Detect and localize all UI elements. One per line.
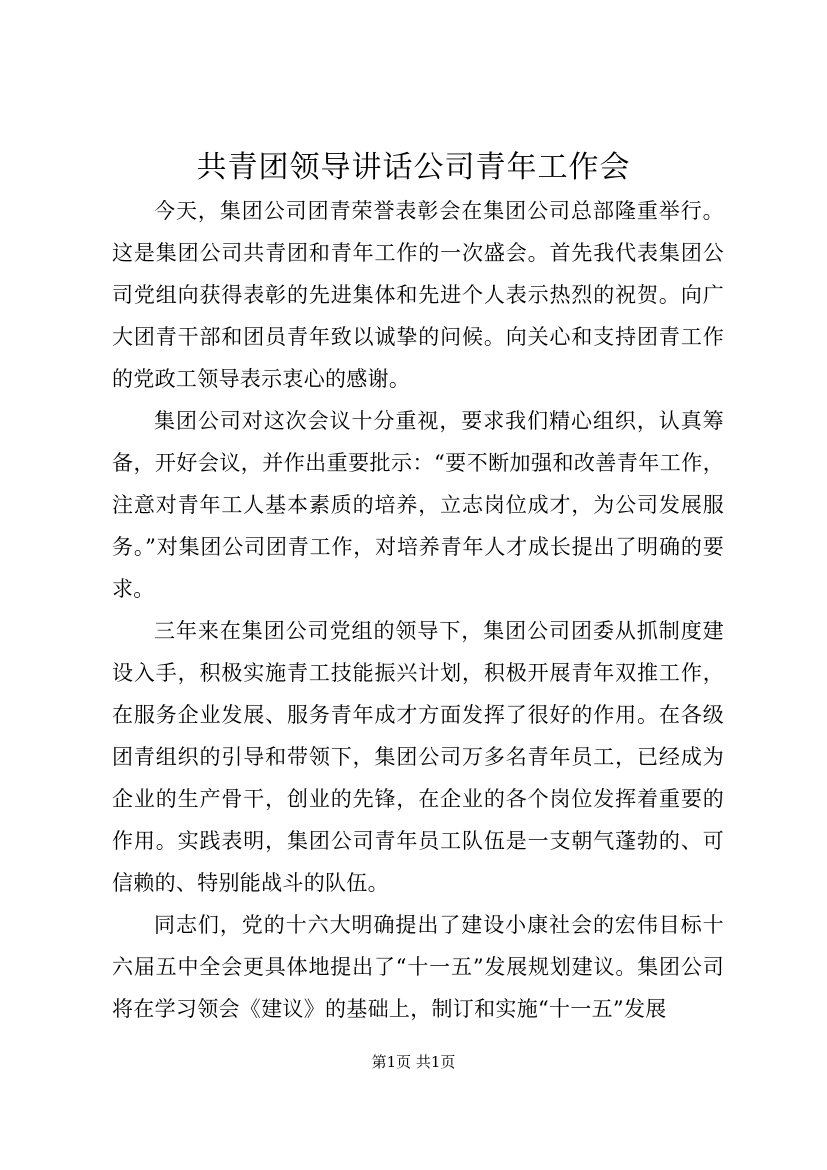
page-number-footer: 第1页 共1页 bbox=[371, 1053, 456, 1071]
document-body bbox=[112, 190, 724, 1030]
document-title: 共青团领导讲话公司青年工作会 bbox=[196, 150, 631, 185]
paragraph-1: 今天，集团公司团青荣誉表彰会在集团公司总部隆重举行。这是集团公司共青团和青年工作的一次盛会。首先我代表集团公司党组向获得表彰的先进集体和先进个人表示热烈的祝贺。向广大团青干部和团员青年致以诚挚的问候。向关心和支持团青工作的党政工领导表示衷心的感谢。 bbox=[112, 199, 724, 391]
paragraph-2: 集团公司对这次会议十分重视，要求我们精心组织，认真筹备，开好会议，并作出重要批示：“要不断加强和改善青年工作，注意对青年工人基本素质的培养，立志岗位成才，为公司发展服务。”对集团公司团青工作，对培养青年人才成长提出了明确的要求。 bbox=[112, 409, 724, 601]
paragraph-4: 同志们，党的十六大明确提出了建设小康社会的宏伟目标十六届五中全会更具体地提出了“十一五”发展规划建议。集团公司将在学习领会《建议》的基础上，制订和实施“十一五”发展 bbox=[112, 913, 724, 1021]
paragraph-3: 三年来在集团公司党组的领导下，集团公司团委从抓制度建设入手，积极实施青工技能振兴计划，积极开展青年双推工作，在服务企业发展、服务青年成才方面发挥了很好的作用。在各级团青组织的引导和带领下，集团公司万多名青年员工，已经成为企业的生产骨干，创业的先锋，在企业的各个岗位发挥着重要的作用。实践表明，集团公司青年员工队伍是一支朝气蓬勃的、可信赖的、特别能战斗的队伍。 bbox=[112, 619, 724, 895]
